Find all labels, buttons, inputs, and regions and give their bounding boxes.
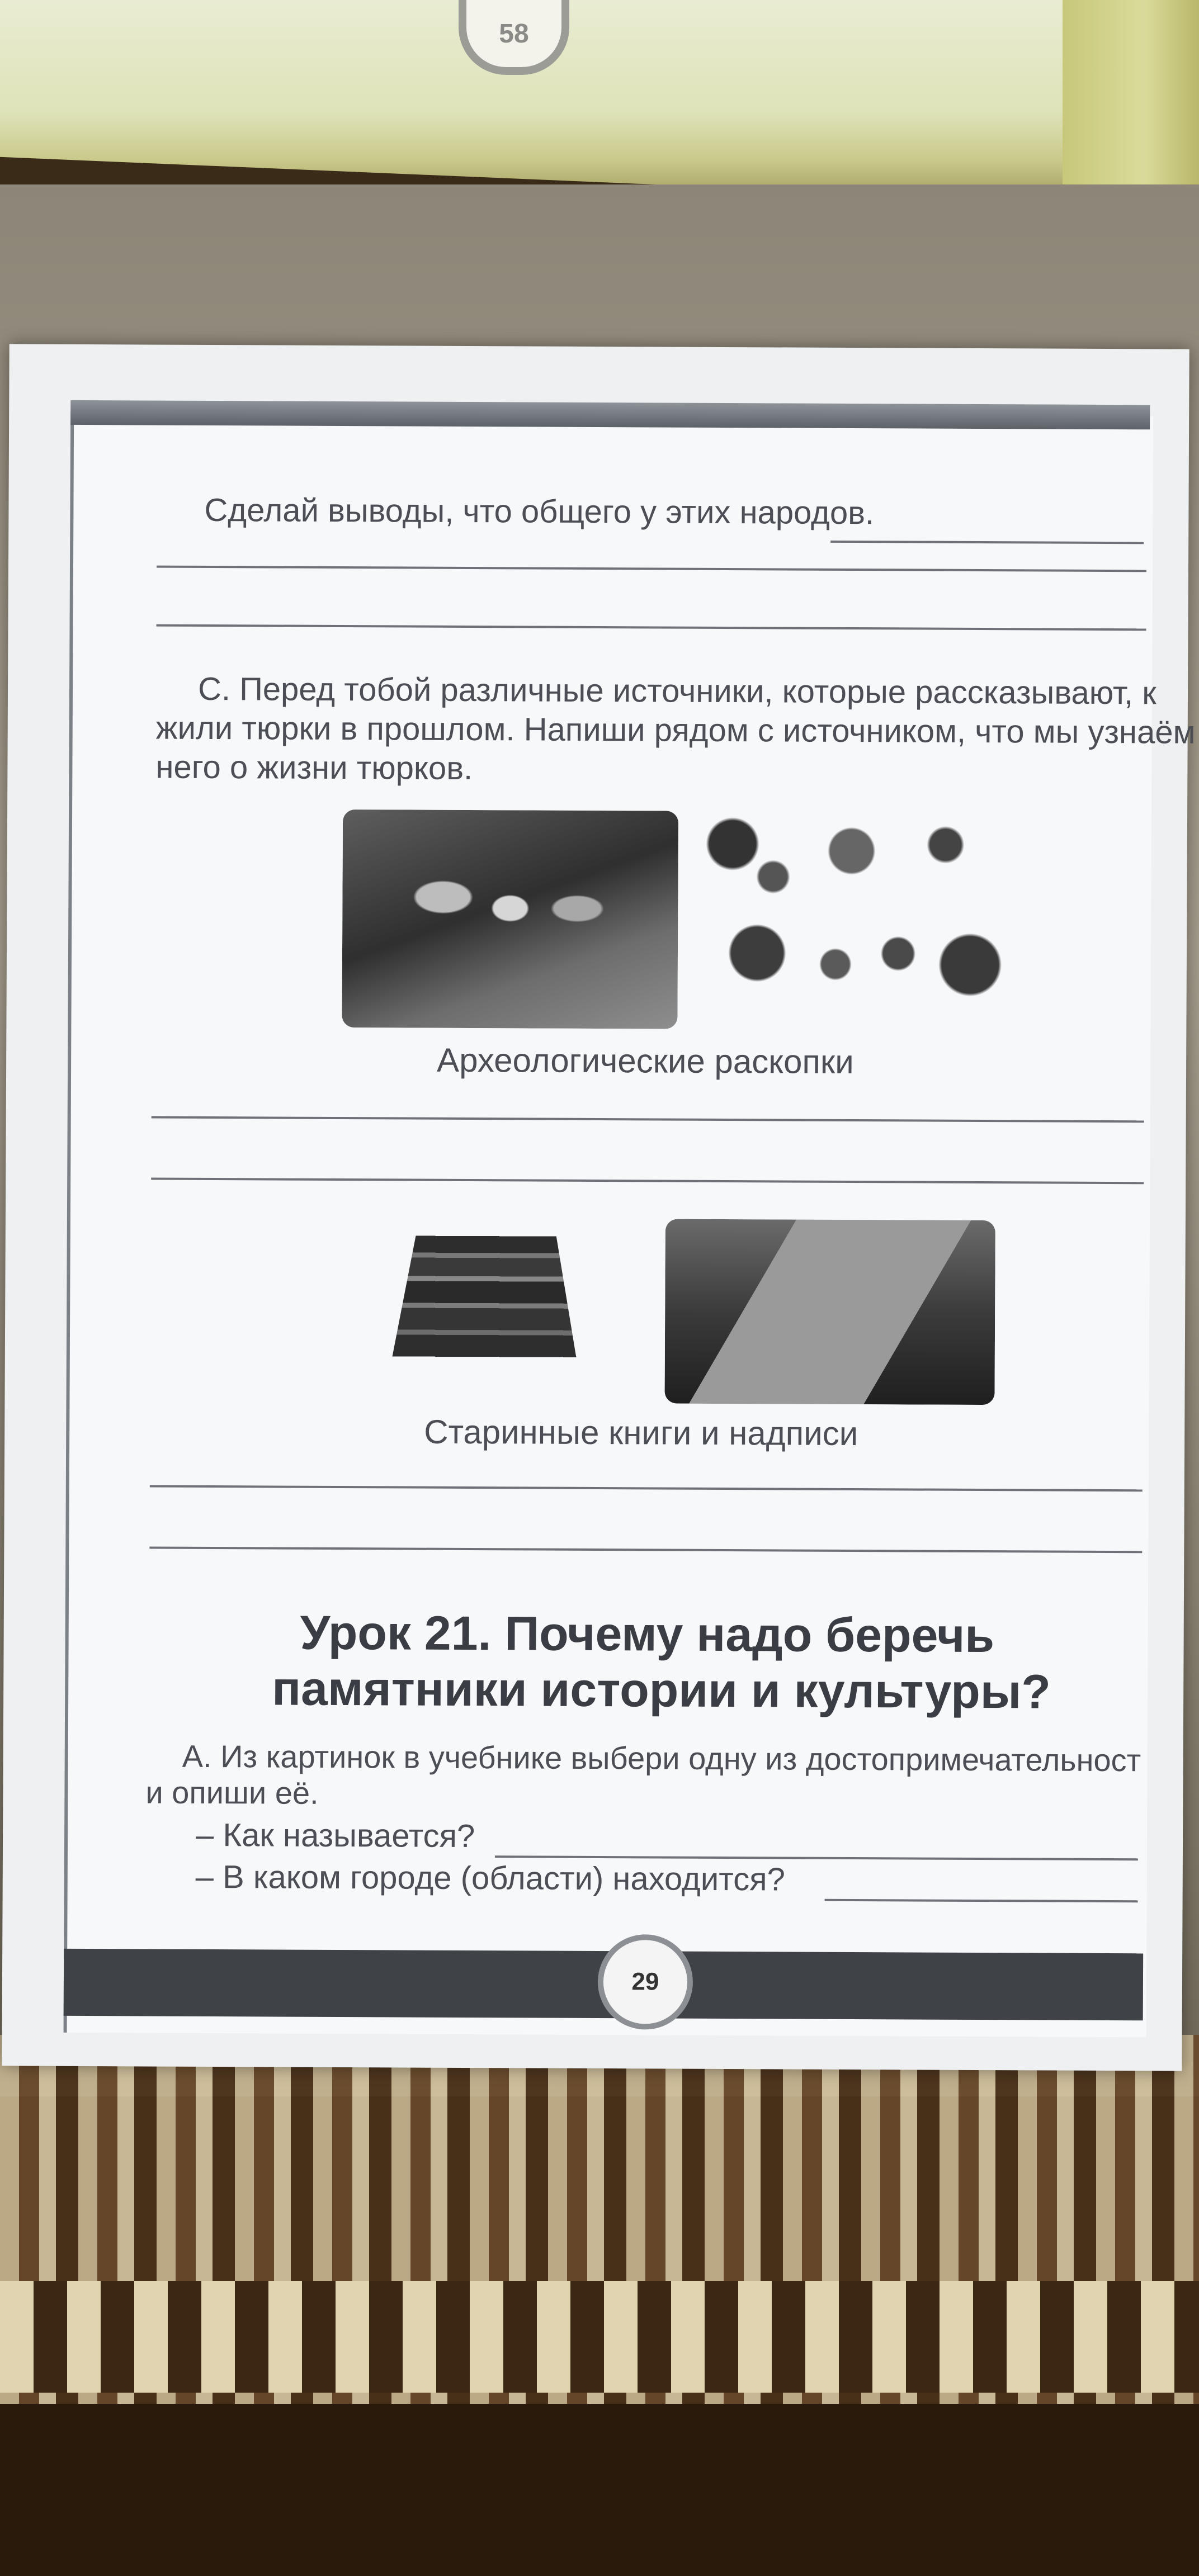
task-c-text-line: С. Перед тобой различные источники, которые рассказывают, к	[197, 670, 1156, 712]
lesson-title: памятники истории и культуры?	[272, 1661, 1051, 1719]
books-caption: Старинные книги и надписи	[424, 1413, 858, 1453]
background-book-cover	[1063, 0, 1199, 212]
page-header-band	[70, 400, 1150, 429]
lesson-title: Урок 21. Почему надо беречь	[300, 1606, 995, 1663]
page-number: 29	[598, 1934, 693, 2030]
conclusion-prompt: Сделай выводы, что общего у этих народов.	[204, 491, 875, 532]
excavation-photo	[342, 809, 678, 1029]
question-city: – В каком городе (области) находится?	[195, 1858, 785, 1898]
workbook-page	[2, 344, 1196, 2071]
artifacts-photo	[694, 811, 1008, 1030]
background-page-number: 58	[459, 0, 569, 75]
question-name: – Как называется?	[195, 1816, 475, 1855]
background-book	[0, 0, 1199, 201]
excavation-caption: Археологические раскопки	[437, 1041, 854, 1081]
task-c-text-line: жили тюрки в прошлом. Напиши рядом с источником, что мы узнаём	[155, 709, 1196, 751]
task-a-text-line: А. Из картинок в учебнике выбери одну из достопримечательност	[182, 1738, 1141, 1778]
task-a-text-line: и опиши её.	[145, 1774, 319, 1811]
inscription-stone-photo	[664, 1219, 995, 1405]
carpet-pattern-band	[0, 2281, 1199, 2393]
task-c-text-line: него о жизни тюрков.	[155, 749, 473, 787]
carpet-edge	[0, 2404, 1199, 2576]
